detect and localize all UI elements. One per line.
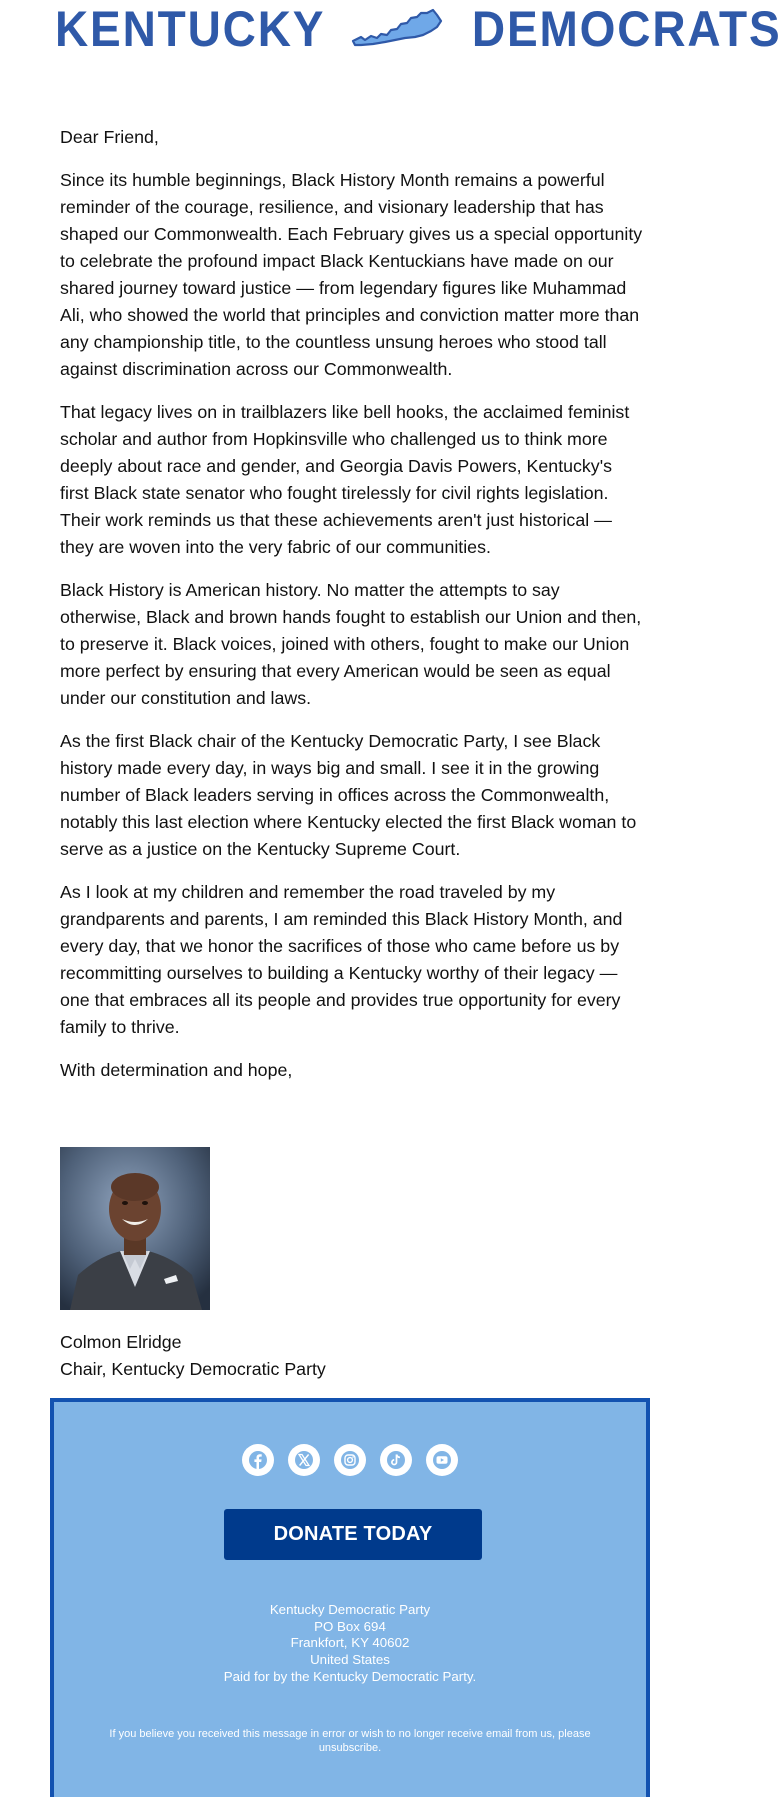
signer-name: Colmon Elridge [60, 1332, 182, 1352]
logo-text-left: KENTUCKY [55, 1, 326, 57]
portrait-image [60, 1147, 210, 1310]
youtube-icon[interactable] [426, 1444, 458, 1476]
signer-title: Chair, Kentucky Democratic Party [60, 1359, 326, 1379]
letter-body [60, 124, 645, 1100]
address-country: United States [310, 1652, 390, 1668]
logo-text-right: DEMOCRATS [471, 1, 781, 57]
notice-text: If you believe you received this message in error or wish to no longer receive email from us, please [109, 1728, 591, 1740]
letter-paragraph: Black History is American history. No matter the attempts to say otherwise, Black and brown hands fought to establish our Union and then, to preserve it. Black voices, joined with others, fought to make our Union more perfect by ensuring that every American would be seen as equal under our constitution and laws. [60, 580, 642, 708]
facebook-icon[interactable] [242, 1444, 274, 1476]
signer-portrait [60, 1147, 210, 1310]
social-links [54, 1444, 646, 1476]
mailing-address [54, 1602, 646, 1686]
address-po-box: PO Box 694 [314, 1618, 386, 1634]
header [0, 0, 781, 60]
footer [50, 1398, 650, 1797]
greeting: Dear Friend, [60, 127, 159, 147]
instagram-icon[interactable] [334, 1444, 366, 1476]
closing: With determination and hope, [60, 1060, 293, 1080]
tiktok-icon[interactable] [380, 1444, 412, 1476]
letter-paragraph: As I look at my children and remember the road traveled by my grandparents and parents, I am reminded this Black History Month, and every day, that we honor the sacrifices of those who came before us by recommitting ourselves to building a Kentucky worthy of their legacy — one that embraces all its people and provides true opportunity for every family to thrive. [60, 882, 623, 1037]
letter-paragraph: That legacy lives on in trailblazers like bell hooks, the acclaimed feminist scholar and author from Hopkinsville who challenged us to think more deeply about race and gender, and Georgia Davis Powers, Kentucky's first Black state senator who fought tirelessly for civil rights legislation. Their work reminds us that these achievements aren't just historical — they are woven into the very fabric of our communities. [60, 402, 630, 557]
address-city: Frankfort, KY 40602 [290, 1635, 410, 1651]
x-icon[interactable] [288, 1444, 320, 1476]
kentucky-democrats-logo[interactable] [55, 1, 781, 57]
donate-button[interactable]: DONATE TODAY [224, 1509, 482, 1560]
unsubscribe-notice [84, 1727, 616, 1755]
address-org: Kentucky Democratic Party [269, 1602, 431, 1617]
unsubscribe-link[interactable]: unsubscribe. [318, 1742, 382, 1754]
letter-paragraph: Since its humble beginnings, Black History Month remains a powerful reminder of the courage, resilience, and visionary leadership that has shaped our Commonwealth. Each February gives us a special opportunity to celebrate the profound impact Black Kentuckians have made on our shared journey toward justice — from legendary figures like Muhammad Ali, who showed the world that principles and conviction matter more than any championship title, to the countless unsung heroes who stood tall against discrimination across our Commonwealth. [60, 170, 643, 379]
paid-for-disclaimer: Paid for by the Kentucky Democratic Party. [223, 1668, 477, 1684]
letter-paragraph: As the first Black chair of the Kentucky Democratic Party, I see Black history made every day, in ways big and small. I see it in the growing number of Black leaders serving in offices across the Commonwealth, notably this last election where Kentucky elected the first Black woman to serve as a justice on the Kentucky Supreme Court. [60, 731, 637, 859]
signature [60, 1329, 326, 1383]
kentucky-state-icon [351, 7, 443, 51]
